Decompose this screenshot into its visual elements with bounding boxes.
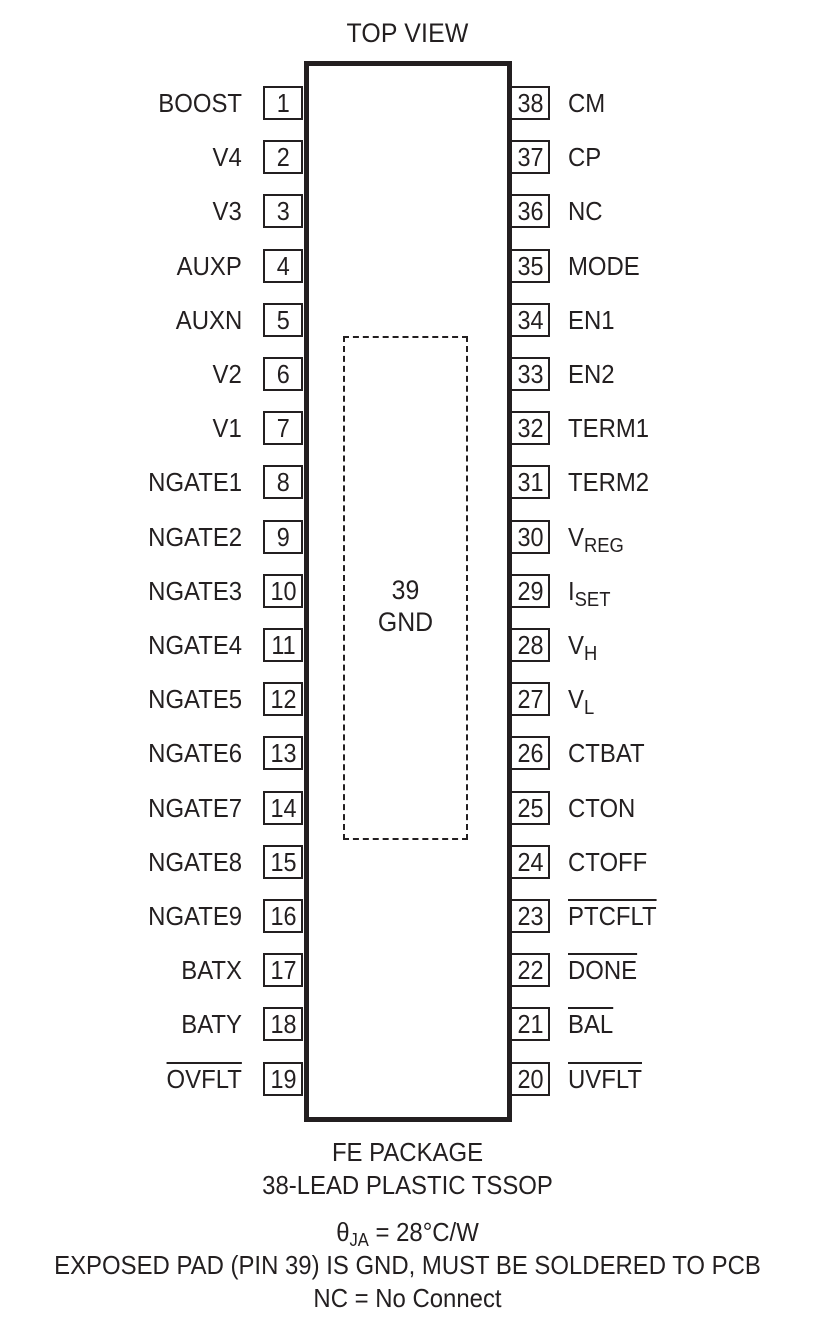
pin-name-text: NGATE6 <box>148 738 242 768</box>
pin-name-label <box>568 303 615 337</box>
pin-name-text: CM <box>568 88 606 118</box>
pin-number: 3 <box>276 196 290 226</box>
package-footer <box>0 1136 815 1202</box>
pin-number-box <box>263 1007 303 1041</box>
pin-name-text: UVFLT <box>568 1064 642 1094</box>
pin-name-text: EN1 <box>568 305 615 335</box>
pin-number: 15 <box>269 847 297 877</box>
pin-name-label <box>181 1007 242 1041</box>
package-notes <box>0 1216 815 1315</box>
pin-number-box <box>510 791 550 825</box>
pin-name-text: NGATE3 <box>148 576 242 606</box>
pin-number-box <box>263 791 303 825</box>
pin-name-label <box>568 249 640 283</box>
pin-number: 8 <box>276 467 290 497</box>
pin-name-label <box>568 357 615 391</box>
nc-note: NC = No Connect <box>313 1283 502 1313</box>
pin-name-label <box>568 899 657 933</box>
pin-number: 36 <box>516 196 544 226</box>
pin-name-label <box>213 411 242 445</box>
pin-name-text: V3 <box>212 196 242 226</box>
pin-name-label <box>148 574 242 608</box>
pin-number: 35 <box>516 251 544 281</box>
view-title: TOP VIEW <box>346 18 469 48</box>
pin-number-box <box>510 194 550 228</box>
pin-number: 4 <box>276 251 290 281</box>
pin-number-box <box>263 411 303 445</box>
pin-name-subscript: H <box>583 643 598 665</box>
package-description: 38-LEAD PLASTIC TSSOP <box>262 1170 553 1200</box>
pin-name-text: BATY <box>181 1009 242 1039</box>
pin-number-box <box>263 628 303 662</box>
pin-name-label <box>568 628 598 665</box>
pin-name-text: TERM1 <box>568 413 650 443</box>
pin-name-label <box>148 465 242 499</box>
pin-name-text: TERM2 <box>568 467 650 497</box>
pin-number: 9 <box>276 522 290 552</box>
pin-number: 27 <box>516 684 544 714</box>
pin-number-box <box>263 520 303 554</box>
pin-name-label <box>568 845 647 879</box>
pin-name-text: AUXN <box>175 305 242 335</box>
pin-number: 5 <box>276 305 290 335</box>
pin-name-label <box>568 953 637 987</box>
pin-name-label <box>568 791 635 825</box>
pin-number-box <box>510 899 550 933</box>
pin-name-label <box>181 953 242 987</box>
pin-name-label <box>213 194 242 228</box>
pin-number-box <box>510 465 550 499</box>
pin-number-box <box>510 411 550 445</box>
pin-number: 25 <box>516 793 544 823</box>
pin-name-text: NGATE8 <box>148 847 242 877</box>
pin-number: 24 <box>516 847 544 877</box>
pin-number: 38 <box>516 88 544 118</box>
pin-number: 16 <box>269 901 297 931</box>
pin-number-box <box>263 303 303 337</box>
pin-name-text: BOOST <box>158 88 242 118</box>
exposed-pad-number: 39 <box>391 575 420 605</box>
pin-number-box <box>510 736 550 770</box>
pin-name-text: V1 <box>212 413 242 443</box>
pin-number-box <box>510 845 550 879</box>
pin-number-box <box>263 574 303 608</box>
pin-number: 34 <box>516 305 544 335</box>
pin-number: 1 <box>276 88 290 118</box>
pin-name-text: V4 <box>212 142 242 172</box>
pin-name-label <box>158 86 242 120</box>
pin-number-box <box>263 357 303 391</box>
pin-number-box <box>263 194 303 228</box>
pin-number-box <box>510 303 550 337</box>
pin-name-text: NGATE9 <box>148 901 242 931</box>
pin-number: 19 <box>269 1064 297 1094</box>
pin-name-label <box>213 140 242 174</box>
pin-name-label <box>568 574 611 611</box>
pin-name-text: NC <box>568 196 603 226</box>
exposed-pad-note: EXPOSED PAD (PIN 39) IS GND, MUST BE SOLDERED TO PCB <box>54 1250 761 1280</box>
pin-name-text: EN2 <box>568 359 615 389</box>
thermal-resistance: $\theta_{JA} = 28^\circ C/W$ <box>336 1217 479 1250</box>
pin-number-box <box>510 628 550 662</box>
pin-number-box <box>510 357 550 391</box>
pin-name-label <box>568 1007 613 1041</box>
pin-name-text: NGATE2 <box>148 522 242 552</box>
pin-number: 18 <box>269 1009 297 1039</box>
pin-number-box <box>510 953 550 987</box>
pin-name-text: CP <box>568 142 602 172</box>
pin-name-text: V <box>568 522 584 552</box>
pin-name-text: $\overline{BAL}$ <box>568 1009 614 1039</box>
pin-number: 22 <box>516 955 544 985</box>
pin-number: 7 <box>276 413 290 443</box>
pin-name-label <box>177 249 242 283</box>
pin-number: 32 <box>516 413 544 443</box>
pin-name-text: I <box>568 576 575 606</box>
pin-number: 11 <box>270 630 296 660</box>
pin-name-label <box>568 1062 642 1096</box>
pin-number: 2 <box>276 142 290 172</box>
pin-name-label <box>568 682 595 719</box>
pin-number-box <box>263 140 303 174</box>
pin-name-text: CTON <box>568 793 636 823</box>
pin-number: 17 <box>269 955 297 985</box>
pin-name-label <box>568 86 605 120</box>
pin-name-subscript: REG <box>583 535 624 557</box>
pin-name-label <box>176 303 242 337</box>
pin-name-text: BATX <box>181 955 242 985</box>
pin-number-box <box>263 465 303 499</box>
pin-number-box <box>510 1007 550 1041</box>
pin-name-label <box>148 628 242 662</box>
pin-number: 14 <box>269 793 297 823</box>
pin-name-label <box>148 520 242 554</box>
pin-number-box <box>510 249 550 283</box>
pin-number-box <box>263 86 303 120</box>
pin-number: 37 <box>516 142 544 172</box>
pin-name-label <box>213 357 242 391</box>
pin-number: 23 <box>516 901 544 931</box>
pin-number-box <box>263 845 303 879</box>
pin-name-label <box>568 736 645 770</box>
pin-number-box <box>510 520 550 554</box>
pin-number: 30 <box>516 522 544 552</box>
pin-number: 12 <box>269 684 297 714</box>
pin-name-text: NGATE7 <box>148 793 242 823</box>
pin-name-text: OVFLT <box>166 1064 242 1094</box>
pin-number: 33 <box>516 359 544 389</box>
pin-name-text: DONE <box>568 955 638 985</box>
pin-name-text: MODE <box>568 251 640 281</box>
pin-name-text: V2 <box>212 359 242 389</box>
pin-name-text: V <box>568 630 584 660</box>
pin-number-box <box>510 86 550 120</box>
package-name: FE PACKAGE <box>331 1137 484 1167</box>
pin-number-box <box>263 736 303 770</box>
pin-name-text: NGATE1 <box>148 467 242 497</box>
pin-number: 20 <box>516 1064 544 1094</box>
pin-number-box <box>263 953 303 987</box>
pin-name-label <box>148 791 242 825</box>
pin-name-text: AUXP <box>176 251 242 281</box>
pin-number-box <box>510 682 550 716</box>
pin-name-text: PTCFLT <box>568 901 657 931</box>
pin-name-label <box>568 465 649 499</box>
pin-number-box <box>263 682 303 716</box>
pin-name-label <box>148 845 242 879</box>
pin-name-text: NGATE4 <box>148 630 242 660</box>
pin-name-label <box>148 736 242 770</box>
pin-number-box <box>510 140 550 174</box>
pin-number-box <box>263 249 303 283</box>
pin-name-subscript: SET <box>574 589 611 611</box>
pin-number: 10 <box>269 576 297 606</box>
pin-name-subscript: L <box>583 697 595 719</box>
pin-number-box <box>510 1062 550 1096</box>
pin-number-box <box>263 1062 303 1096</box>
pin-name-text: NGATE5 <box>148 684 242 714</box>
pin-number-box <box>510 574 550 608</box>
pin-number: 6 <box>276 359 290 389</box>
pin-name-text: CTOFF <box>568 847 648 877</box>
pin-number-box <box>263 899 303 933</box>
pin-number: 26 <box>516 738 544 768</box>
pin-number: 31 <box>516 467 544 497</box>
exposed-pad-name: GND <box>377 607 434 637</box>
pin-name-label <box>568 140 601 174</box>
pin-name-label <box>568 520 624 557</box>
pin-name-label <box>568 194 603 228</box>
pin-name-label <box>148 899 242 933</box>
pin-name-label <box>568 411 649 445</box>
pin-number: 28 <box>516 630 544 660</box>
pin-number: 21 <box>516 1009 544 1039</box>
pin-name-text: CTBAT <box>568 738 645 768</box>
pin-name-text: V <box>568 684 584 714</box>
pin-number: 13 <box>269 738 297 768</box>
pin-name-label <box>148 682 242 716</box>
pin-number: 29 <box>516 576 544 606</box>
pin-name-label <box>167 1062 242 1096</box>
